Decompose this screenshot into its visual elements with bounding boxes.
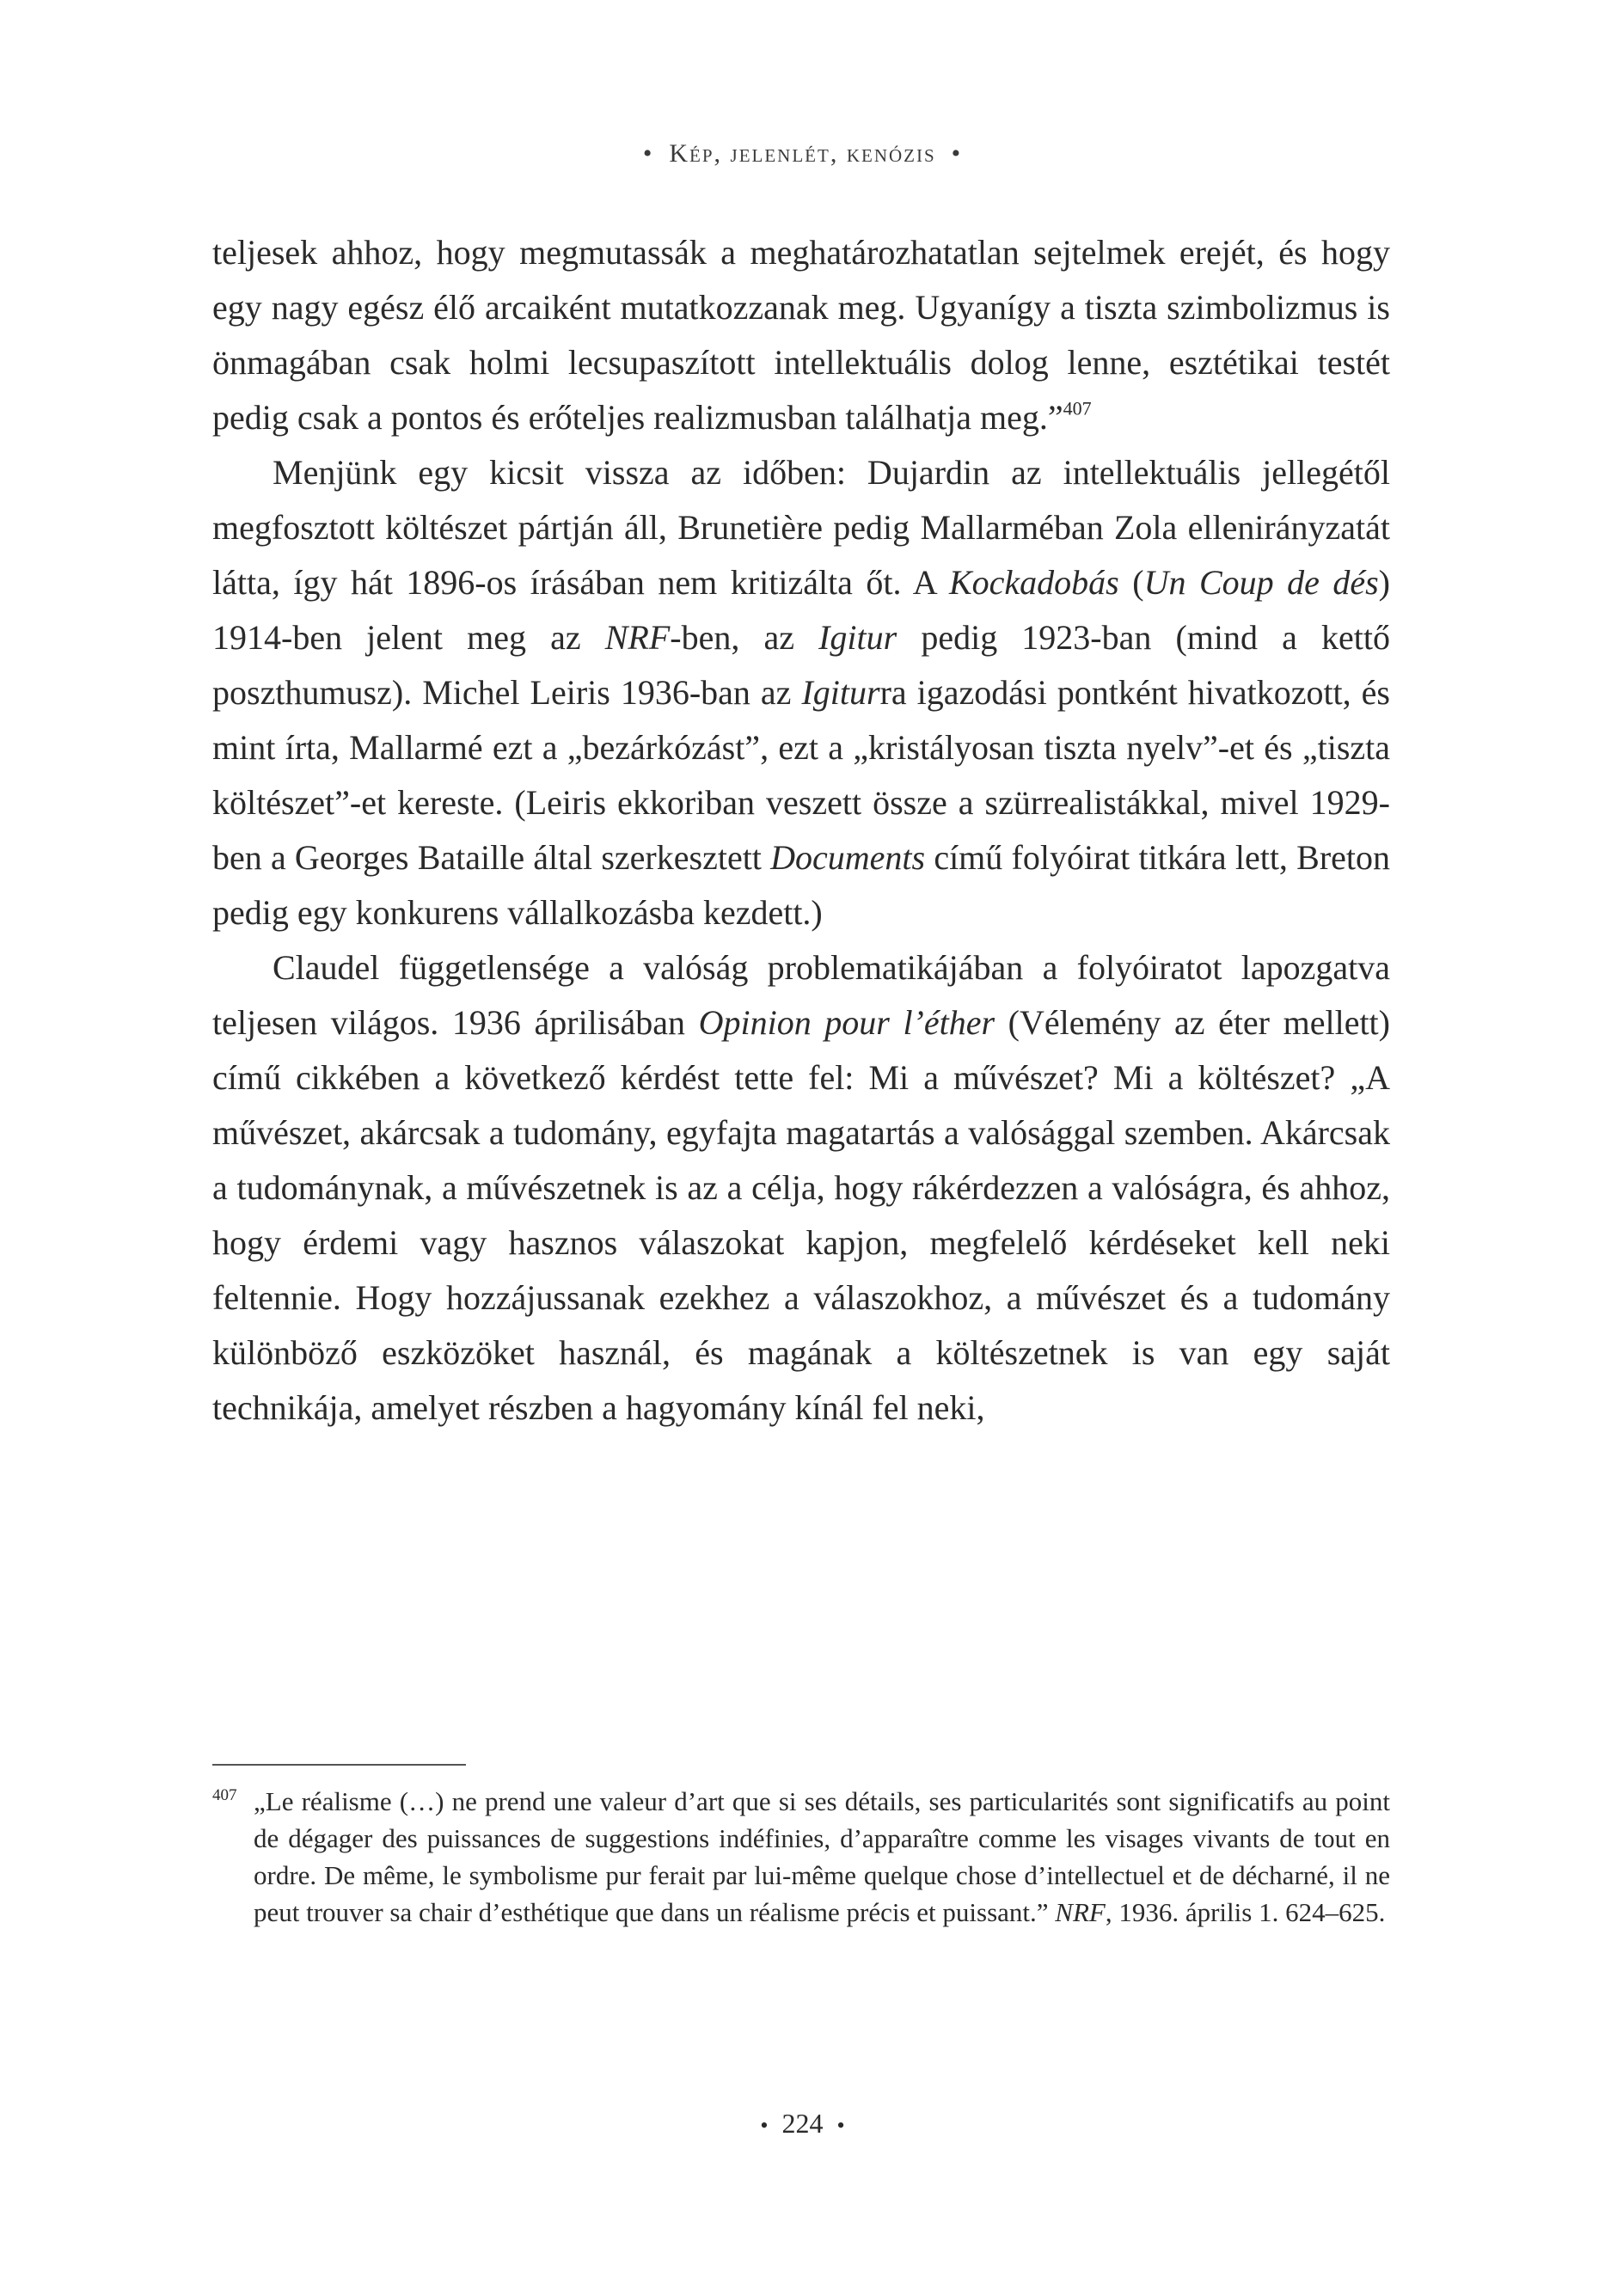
p2-text-5: pedig 1923-ban (mind a kettő poszthumusz). Michel Leiris 1936-ban az bbox=[212, 618, 1390, 712]
p3-italic-opinion-pour-lether: Opinion pour l’éther bbox=[698, 1003, 995, 1042]
footnote-text-2: , 1936. április 1. 624–625. bbox=[1105, 1897, 1386, 1927]
running-header-title: Kép, jelenlét, kenózis bbox=[669, 139, 936, 168]
header-bullet-left: • bbox=[642, 139, 654, 168]
running-header bbox=[0, 139, 1605, 168]
paragraph-2 bbox=[212, 445, 1390, 940]
p2-text-3: ) 1914-ben jelent meg az bbox=[212, 563, 1390, 657]
p2-italic-un-coup-de-des: Un Coup de dés bbox=[1143, 563, 1379, 602]
p2-italic-igitur: Igitur bbox=[818, 618, 897, 657]
page-number: 224 bbox=[781, 2108, 824, 2139]
p2-text-2: ( bbox=[1118, 563, 1144, 602]
footnote-divider bbox=[212, 1764, 466, 1766]
p2-italic-kockadobas: Kockadobás bbox=[948, 563, 1119, 602]
p3-text-2: (Vélemény az éter mellett) című cikkében a következő kérdést tette fel: Mi a művészet? Mi a költészet? „A művészet, akárcsak a tudomány, egyfajta magatartás a valósággal szemben. Akárcsak a tudománynak, a művészetnek is az a célja, hogy rákérdezzen a valóságra, és ahhoz, hogy érdemi vagy hasznos válaszokat kapjon, megfelelő kérdéseket kell neki feltennie. Hogy hozzájussanak ezekhez a válaszokhoz, a művészet és a tudomány különböző eszközöket használ, és magának a költészetnek is van egy saját technikája, amelyet részben a hagyomány kínál fel neki, bbox=[212, 1003, 1390, 1427]
folio-bullet-left: • bbox=[760, 2113, 769, 2138]
body-text bbox=[212, 225, 1390, 1436]
p2-text-1: Menjünk egy kicsit vissza az időben: Dujardin az intellektuális jellegétől megfosztott költészet pártján áll, Brunetière pedig Mallarméban Zola ellenirányzatát látta, így hát 1896-os írásában nem kritizálta őt. A bbox=[212, 453, 1390, 602]
paragraph-3 bbox=[212, 940, 1390, 1436]
footnote-text-1: „Le réalisme (…) ne prend une valeur d’art que si ses détails, ses particularités sont significatifs au point de dégager des puissances de suggestions indéfinies, d’apparaître comme les visages vivants de tout en ordre. De même, le symbolisme pur ferait par lui-même quelque chose d’intellectuel et de décharné, il ne peut trouver sa chair d’esthétique que dans un réalisme précis et puissant.” bbox=[254, 1786, 1390, 1927]
page-footer bbox=[0, 2108, 1605, 2140]
p2-italic-nrf: NRF bbox=[604, 618, 671, 657]
footnote-number: 407 bbox=[212, 1786, 237, 1804]
header-bullet-right: • bbox=[951, 139, 963, 168]
footnote-text bbox=[254, 1783, 1390, 1931]
footnote-reference[interactable]: 407 bbox=[1063, 397, 1092, 419]
p2-text-6: ra igazodási pontként hivatkozott, és mint írta, Mallarmé ezt a „bezárkózást”, ezt a „kristályosan tiszta nyelv”-et és „tiszta költészet”-et kereste. (Leiris ekkoriban veszett össze a szürrealistákkal, mivel 1929-ben a Georges Bataille által szerkesztett bbox=[212, 673, 1391, 877]
p2-italic-igitur-2: Igitur bbox=[801, 673, 880, 712]
p2-text-7: című folyóirat titkára lett, Breton pedig egy konkurens vállalkozásba kezdett.) bbox=[212, 838, 1391, 932]
p2-text-4: -ben, az bbox=[670, 618, 819, 657]
folio-bullet-right: • bbox=[836, 2113, 845, 2138]
p3-text-1: Claudel függetlensége a valóság problematikájában a folyóiratot lapozgatva teljesen világos. 1936 áprilisában bbox=[212, 948, 1390, 1042]
p2-italic-documents: Documents bbox=[770, 838, 926, 877]
paragraph-1 bbox=[212, 225, 1390, 445]
paragraph-1-text: teljesek ahhoz, hogy megmutassák a meghatározhatatlan sejtelmek erejét, és hogy egy nagy egész élő arcaiként mutatkozzanak meg. Ugyanígy a tiszta szimbolizmus is önmagában csak holmi lecsupaszított intellektuális dolog lenne, esztétikai testét pedig csak a pontos és erőteljes realizmusban találhatja meg.” bbox=[212, 233, 1390, 437]
footnote-407 bbox=[212, 1783, 1390, 1931]
footnote-italic-nrf: NRF bbox=[1055, 1897, 1106, 1927]
